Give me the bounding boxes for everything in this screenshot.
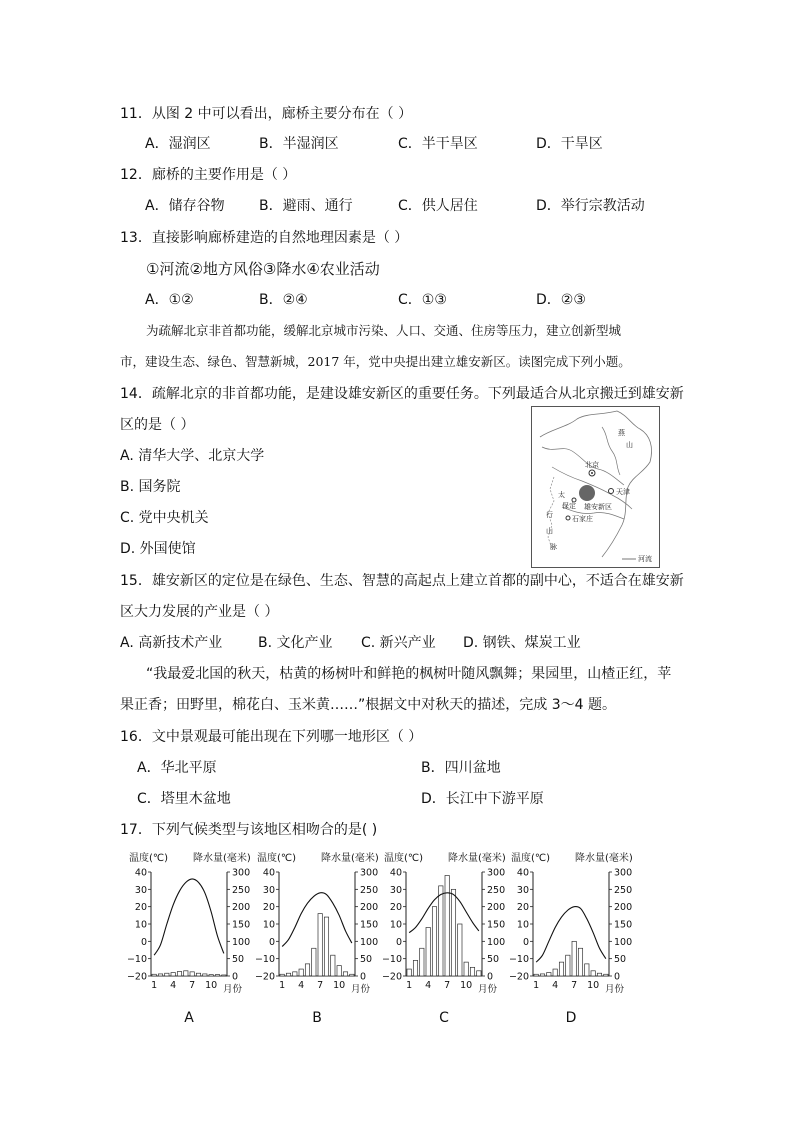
precip-axis-title: 降水量(毫米) — [193, 853, 251, 864]
chart-label: B — [312, 1010, 322, 1026]
q13-option-d[interactable]: D．②③ — [536, 292, 586, 308]
q16-option-d[interactable]: D．长江中下游平原 — [421, 791, 544, 807]
precip-bar — [458, 924, 462, 976]
temp-tick-label: 0 — [395, 936, 402, 948]
precip-bar — [534, 974, 538, 976]
month-axis-title: 月份 — [351, 984, 371, 995]
precip-tick-label: 300 — [360, 867, 379, 879]
precip-tick-label: 0 — [360, 971, 367, 983]
month-tick-label: 10 — [587, 980, 600, 991]
xiongan-intro-line-2: 市，建设生态、绿色、智慧新城，2017 年，党中央提出建立雄安新区。读图完成下列小题。 — [120, 354, 631, 369]
temp-tick-label: 40 — [262, 867, 275, 879]
q11-option-c[interactable]: C．半干旱区 — [398, 136, 478, 152]
precip-axis-title: 降水量(毫米) — [321, 853, 379, 864]
q13-option-c[interactable]: C．①③ — [398, 292, 447, 308]
q14-option-c[interactable]: C. 党中央机关 — [120, 510, 209, 526]
precip-bar — [209, 975, 213, 976]
q12-option-a[interactable]: A．储存谷物 — [145, 198, 225, 214]
beijing-marker-dot — [591, 472, 593, 474]
temp-tick-label: −20 — [381, 971, 402, 983]
temp-tick-label: −10 — [508, 954, 529, 966]
precip-bar — [337, 966, 341, 976]
q13-option-a[interactable]: A．①② — [145, 292, 194, 308]
map-label-xiongan: 雄安新区 — [584, 503, 612, 511]
climate-chart-a — [126, 850, 252, 1026]
precip-bar — [165, 973, 169, 976]
precip-axis-title: 降水量(毫米) — [575, 853, 633, 864]
precip-bar — [286, 973, 290, 976]
temp-axis-title: 温度(℃) — [384, 853, 424, 864]
precip-bar — [280, 974, 284, 976]
precip-bar — [559, 962, 563, 976]
precip-bar — [407, 969, 411, 976]
temp-tick-label: 0 — [522, 936, 529, 948]
map-label-tai: 太 — [558, 491, 565, 499]
shijiazhuang-marker — [566, 516, 570, 520]
map-legend-label: 河流 — [638, 555, 652, 563]
precip-bar — [305, 964, 309, 976]
precip-tick-label: 50 — [360, 954, 373, 966]
precip-bar — [215, 975, 219, 976]
precip-tick-label: 200 — [360, 902, 379, 914]
chart-label: D — [565, 1010, 577, 1026]
month-axis-title: 月份 — [478, 984, 498, 995]
q12-option-d[interactable]: D．举行宗教活动 — [536, 198, 645, 214]
chart-label: C — [439, 1010, 449, 1026]
q11-stem: 11．从图 2 中可以看出，廊桥主要分布在（ ） — [120, 106, 413, 122]
precip-bar — [439, 886, 443, 976]
temp-tick-label: −10 — [381, 954, 402, 966]
precip-tick-label: 250 — [487, 884, 506, 896]
xiongan-area-marker — [579, 485, 595, 501]
q15-stem-line-2: 区大力发展的产业是（ ） — [120, 604, 279, 620]
precip-bar — [451, 889, 455, 976]
precip-bar — [293, 972, 297, 976]
temp-axis-title: 温度(℃) — [511, 853, 551, 864]
precip-bar — [540, 974, 544, 976]
precip-bar — [196, 973, 200, 976]
map-label-shan: 山 — [626, 441, 633, 449]
map-label-tianjin: 天津 — [616, 488, 630, 496]
temp-tick-label: 0 — [140, 936, 147, 948]
precip-bar — [597, 973, 601, 976]
precip-axis-title: 降水量(毫米) — [448, 853, 506, 864]
precip-tick-label: 100 — [360, 936, 379, 948]
month-tick-label: 7 — [317, 980, 324, 991]
temp-tick-label: 30 — [262, 884, 275, 896]
map-boundary — [540, 411, 652, 557]
temperature-curve — [154, 879, 224, 955]
temp-tick-label: 40 — [134, 867, 147, 879]
map-label-beijing: 北京 — [585, 461, 599, 469]
autumn-intro-line-2: 果正香；田野里，棉花白、玉米黄……”根据文中对秋天的描述，完成 3～4 题。 — [120, 697, 616, 713]
map-river-1 — [542, 447, 624, 485]
month-tick-label: 7 — [444, 980, 451, 991]
temp-tick-label: −20 — [254, 971, 275, 983]
temp-tick-label: 10 — [389, 919, 402, 931]
precip-bar — [350, 974, 354, 976]
climate-chart-svg — [255, 850, 380, 1000]
xiongan-map — [531, 406, 660, 568]
precip-tick-label: 100 — [487, 936, 506, 948]
precip-bar — [566, 955, 570, 976]
precip-tick-label: 100 — [232, 936, 251, 948]
precip-tick-label: 0 — [487, 971, 494, 983]
month-axis-title: 月份 — [605, 984, 625, 995]
temp-axis-title: 温度(℃) — [257, 853, 297, 864]
precip-bar — [420, 948, 424, 976]
map-label-baoding: 保定 — [562, 502, 576, 510]
month-tick-label: 4 — [298, 980, 305, 991]
q16-option-c[interactable]: C．塔里木盆地 — [137, 791, 231, 807]
month-tick-label: 4 — [425, 980, 432, 991]
q14-option-a[interactable]: A. 清华大学、北京大学 — [120, 448, 265, 464]
q16-stem: 16．文中景观最可能出现在下列哪一地形区（ ） — [120, 729, 423, 745]
precip-bar — [331, 955, 335, 976]
precip-tick-label: 200 — [487, 902, 506, 914]
temp-tick-label: 10 — [516, 919, 529, 931]
month-tick-label: 10 — [460, 980, 473, 991]
q17-stem: 17．下列气候类型与该地区相吻合的是( ) — [120, 822, 378, 838]
precip-bar — [158, 974, 162, 976]
temp-tick-label: 30 — [516, 884, 529, 896]
precip-tick-label: 50 — [614, 954, 627, 966]
temp-tick-label: 20 — [389, 902, 402, 914]
temp-tick-label: 30 — [389, 884, 402, 896]
temp-tick-label: 40 — [389, 867, 402, 879]
map-label-shan-2: 山 — [546, 527, 553, 535]
month-tick-label: 1 — [151, 980, 158, 991]
xiongan-intro-line-1: 为疏解北京非首都功能，缓解北京城市污染、人口、交通、住房等压力，建立创新型城 — [146, 323, 622, 338]
precip-tick-label: 300 — [614, 867, 633, 879]
climate-chart-svg — [127, 850, 252, 1000]
precip-bar — [553, 969, 557, 976]
precip-tick-label: 200 — [232, 902, 251, 914]
precip-bar — [222, 975, 226, 976]
precip-bar — [591, 971, 595, 976]
precip-bar — [547, 973, 551, 976]
q13-option-b[interactable]: B．②④ — [259, 292, 308, 308]
precip-bar — [171, 973, 175, 976]
climate-chart-svg — [509, 850, 634, 1000]
q15-option-c[interactable]: C. 新兴产业 — [361, 635, 436, 651]
temp-tick-label: −20 — [126, 971, 147, 983]
q16-option-a[interactable]: A．华北平原 — [137, 760, 217, 776]
precip-bar — [203, 974, 207, 976]
precip-tick-label: 250 — [360, 884, 379, 896]
q15-option-d[interactable]: D. 钢铁、煤炭工业 — [463, 635, 581, 651]
temp-tick-label: 30 — [134, 884, 147, 896]
precip-bar — [318, 914, 322, 976]
temp-tick-label: 0 — [268, 936, 275, 948]
q14-option-d[interactable]: D. 外国使馆 — [120, 541, 196, 557]
precip-tick-label: 200 — [614, 902, 633, 914]
month-axis-title: 月份 — [223, 984, 243, 995]
map-label-mai: 脉 — [550, 543, 557, 551]
climate-chart-b — [254, 850, 380, 1026]
month-tick-label: 10 — [333, 980, 346, 991]
precip-tick-label: 0 — [232, 971, 239, 983]
precip-tick-label: 150 — [614, 919, 633, 931]
q15-option-a[interactable]: A. 高新技术产业 — [120, 635, 223, 651]
map-label-shijiazhuang: 石家庄 — [572, 515, 593, 523]
q12-option-b[interactable]: B．避雨、通行 — [259, 198, 353, 214]
map-label-yan: 燕 — [618, 429, 625, 437]
q14-stem-line-2: 区的是（ ） — [120, 417, 195, 433]
month-tick-label: 4 — [552, 980, 559, 991]
precip-bar — [343, 972, 347, 976]
precip-bar — [299, 969, 303, 976]
month-tick-label: 4 — [170, 980, 177, 991]
q13-stem: 13．直接影响廊桥建造的自然地理因素是（ ） — [120, 230, 409, 246]
q15-stem-line-1: 15．雄安新区的定位是在绿色、生态、智慧的高起点上建立首都的副中心，不适合在雄安新 — [120, 573, 684, 589]
precip-bar — [578, 948, 582, 976]
precip-bar — [572, 941, 576, 976]
climate-chart-c — [381, 850, 507, 1026]
temp-tick-label: −10 — [126, 954, 147, 966]
month-tick-label: 1 — [406, 980, 413, 991]
temperature-curve — [282, 893, 352, 947]
temp-tick-label: 40 — [516, 867, 529, 879]
temp-tick-label: −10 — [254, 954, 275, 966]
month-tick-label: 7 — [571, 980, 578, 991]
precip-bar — [604, 974, 608, 976]
precip-bar — [324, 917, 328, 976]
temp-tick-label: 20 — [516, 902, 529, 914]
q11-option-a[interactable]: A．湿润区 — [145, 136, 211, 152]
temperature-curve — [536, 907, 606, 963]
temp-axis-title: 温度(℃) — [129, 853, 169, 864]
month-tick-label: 7 — [189, 980, 196, 991]
temp-tick-label: −20 — [508, 971, 529, 983]
precip-bar — [464, 962, 468, 976]
q14-stem-line-1: 14．疏解北京的非首都功能，是建设雄安新区的重要任务。下列最适合从北京搬迁到雄安新 — [120, 386, 684, 402]
precip-bar — [184, 971, 188, 976]
q12-option-c[interactable]: C．供人居住 — [398, 198, 478, 214]
temperature-curve — [409, 893, 479, 933]
precip-bar — [445, 875, 449, 976]
q16-option-b[interactable]: B．四川盆地 — [421, 760, 501, 776]
precip-bar — [470, 967, 474, 976]
precip-tick-label: 150 — [487, 919, 506, 931]
precip-tick-label: 50 — [232, 954, 245, 966]
precip-bar — [312, 948, 316, 976]
q13-items: ①河流②地方风俗③降水④农业活动 — [146, 260, 380, 278]
precip-bar — [177, 971, 181, 976]
q11-option-d[interactable]: D．干旱区 — [536, 136, 603, 152]
precip-bar — [426, 927, 430, 976]
precip-tick-label: 100 — [614, 936, 633, 948]
temp-tick-label: 20 — [134, 902, 147, 914]
month-tick-label: 1 — [279, 980, 286, 991]
precip-tick-label: 300 — [487, 867, 506, 879]
climate-chart-d — [508, 850, 634, 1026]
precip-bar — [152, 974, 156, 976]
precip-tick-label: 50 — [487, 954, 500, 966]
precip-tick-label: 250 — [614, 884, 633, 896]
q15-option-b[interactable]: B. 文化产业 — [258, 635, 333, 651]
precip-bar — [413, 960, 417, 976]
map-label-hang: 行 — [546, 511, 553, 519]
q11-option-b[interactable]: B．半湿润区 — [259, 136, 339, 152]
precip-tick-label: 250 — [232, 884, 251, 896]
precip-bar — [477, 971, 481, 976]
month-tick-label: 10 — [205, 980, 218, 991]
precip-bar — [432, 907, 436, 976]
temp-tick-label: 20 — [262, 902, 275, 914]
precip-tick-label: 150 — [360, 919, 379, 931]
precip-bar — [190, 972, 194, 976]
precip-tick-label: 0 — [614, 971, 621, 983]
chart-label: A — [184, 1010, 194, 1026]
temp-tick-label: 10 — [262, 919, 275, 931]
q12-stem: 12．廊桥的主要作用是（ ） — [120, 167, 297, 183]
month-tick-label: 1 — [533, 980, 540, 991]
climate-chart-svg — [382, 850, 507, 1000]
precip-tick-label: 150 — [232, 919, 251, 931]
precip-tick-label: 300 — [232, 867, 251, 879]
precip-bar — [585, 964, 589, 976]
tianjin-marker — [609, 489, 614, 494]
temp-tick-label: 10 — [134, 919, 147, 931]
q14-option-b[interactable]: B. 国务院 — [120, 479, 181, 495]
autumn-intro-line-1: “我最爱北国的秋天，枯黄的杨树叶和鲜艳的枫树叶随风飘舞；果园里，山楂正红，苹 — [146, 666, 672, 682]
